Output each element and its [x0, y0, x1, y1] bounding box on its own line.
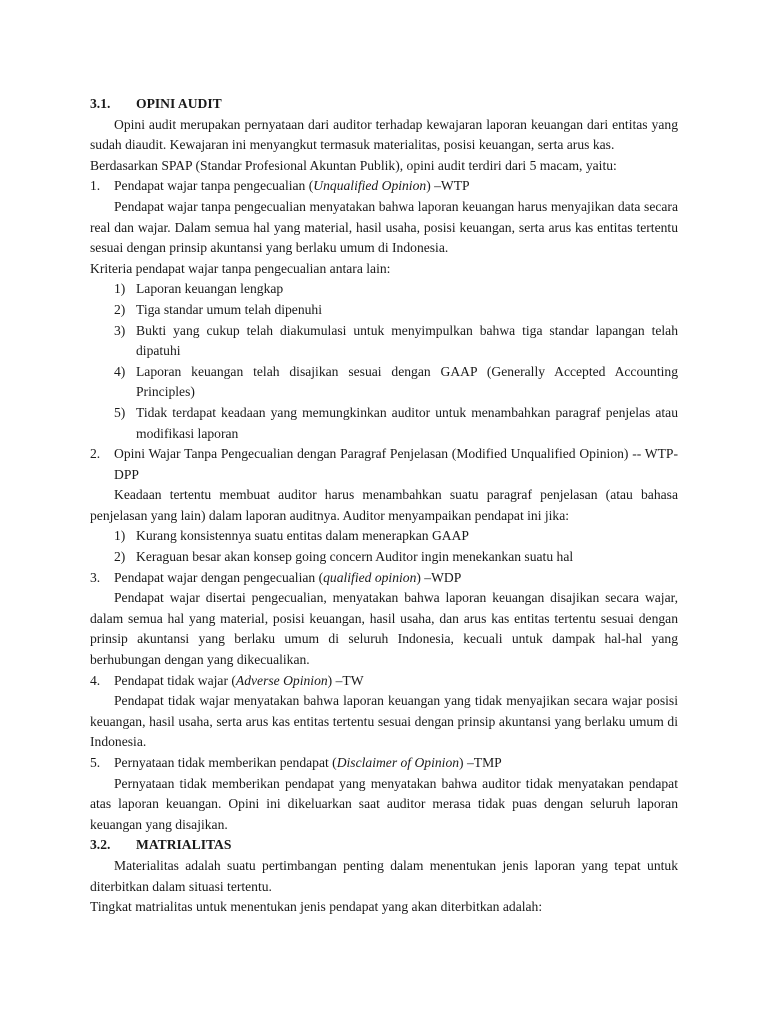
item-number: 1. — [90, 178, 101, 194]
item-title: Pernyataan tidak memberikan pendapat (Disclaimer of Opinion) –TMP — [114, 755, 502, 770]
section-title: OPINI AUDIT — [136, 96, 222, 111]
opinion-item-wtp — [90, 176, 678, 197]
item-description: Keadaan tertentu membuat auditor harus menambahkan suatu paragraf penjelasan (atau bahasa penjelasan yang lain) dalam laporan auditnya. Auditor menyampaikan pendapat ini jika: — [90, 487, 678, 523]
opinion-item-wdp — [90, 568, 678, 589]
item-title: Opini Wajar Tanpa Pengecualian dengan Paragraf Penjelasan (Modified Unqualified Opinion) -- WTP-DPP — [114, 446, 678, 482]
criteria-label: Kriteria pendapat wajar tanpa pengecualian antara lain: — [90, 260, 391, 276]
criteria-item: 3) Bukti yang cukup telah diakumulasi untuk menyimpulkan bahwa tiga standar lapangan telah dipatuhi — [114, 322, 678, 359]
criteria-item: 5) Tidak terdapat keadaan yang memungkinkan auditor untuk menambahkan paragraf penjelas atau modifikasi laporan — [114, 404, 678, 441]
criteria-item: 2) Tiga standar umum telah dipenuhi — [114, 301, 323, 317]
spap-paragraph: Berdasarkan SPAP (Standar Profesional Akuntan Publik), opini audit terdiri dari 5 macam, yaitu: — [90, 157, 617, 173]
item-number: 2. — [90, 446, 101, 462]
materiality-level-paragraph: Tingkat matrialitas untuk menentukan jenis pendapat yang akan diterbitkan adalah: — [90, 899, 543, 915]
opinion-item-tw — [90, 671, 678, 692]
item-description: Pendapat wajar disertai pengecualian, menyatakan bahwa laporan keuangan disajikan secara wajar, dalam semua hal yang material, posisi keuangan, hasil usaha, dan arus kas entitas tertentu sesuai dengan prinsip akuntansi yang berlaku umum di seluruh Indonesia, kecuali untuk dampak hal-hal yang berhubungan dengan yang dikecualikan. — [90, 590, 678, 668]
opinion-item-tmp — [90, 753, 678, 774]
section-number: 3.2. — [90, 837, 111, 853]
item-title: Pendapat wajar dengan pengecualian (qualified opinion) –WDP — [114, 569, 462, 585]
item-description: Pendapat wajar tanpa pengecualian menyatakan bahwa laporan keuangan harus menyajikan data secara real dan wajar. Dalam semua hal yang material, hasil usaha, posisi keuangan, serta arus kas entitas tertentu sesuai dengan prinsip akuntansi yang berlaku umum di Indonesia. — [90, 198, 678, 256]
opinion-item-wtp-dpp — [90, 444, 678, 485]
section-heading-opini-audit — [90, 94, 678, 115]
item-number: 3. — [90, 569, 101, 585]
section-heading-matrialitas — [90, 835, 678, 856]
item-title: Pendapat tidak wajar (Adverse Opinion) –TW — [114, 672, 364, 688]
item-title: Pendapat wajar tanpa pengecualian (Unqualified Opinion) –WTP — [114, 178, 470, 194]
item-description: Pernyataan tidak memberikan pendapat yang menyatakan bahwa auditor tidak menyatakan pendapat atas laporan keuangan. Opini ini dikeluarkan saat auditor merasa tidak puas dengan seluruh laporan keuangan yang disajikan. — [90, 775, 678, 832]
document-page — [90, 94, 678, 918]
criteria-item: 4) Laporan keuangan telah disajikan sesuai dengan GAAP (Generally Accepted Accounting Principles) — [114, 363, 678, 400]
criteria-item: 2) Keraguan besar akan konsep going concern Auditor ingin menekankan suatu hal — [114, 549, 574, 565]
item-description: Pendapat tidak wajar menyatakan bahwa laporan keuangan yang tidak menyajikan secara wajar posisi keuangan, hasil usaha, serta arus kas entitas tertentu sesuai dengan prinsip akuntansi yang berlaku umum di Indonesia. — [90, 693, 678, 750]
section-number: 3.1. — [90, 96, 111, 111]
intro-paragraph: Opini audit merupakan pernyataan dari auditor terhadap kewajaran laporan keuangan dari entitas yang sudah diaudit. Kewajaran ini menyangkut termasuk materialitas, posisi keuangan, serta arus kas. — [90, 116, 678, 153]
materiality-paragraph: Materialitas adalah suatu pertimbangan penting dalam menentukan jenis laporan yang tepat untuk diterbitkan dalam situasi tertentu. — [90, 857, 678, 894]
criteria-item: 1) Laporan keuangan lengkap — [114, 281, 284, 297]
item-number: 5. — [90, 755, 101, 770]
section-title: MATRIALITAS — [136, 837, 232, 853]
criteria-item: 1) Kurang konsistennya suatu entitas dalam menerapkan GAAP — [114, 528, 469, 544]
item-number: 4. — [90, 672, 101, 688]
